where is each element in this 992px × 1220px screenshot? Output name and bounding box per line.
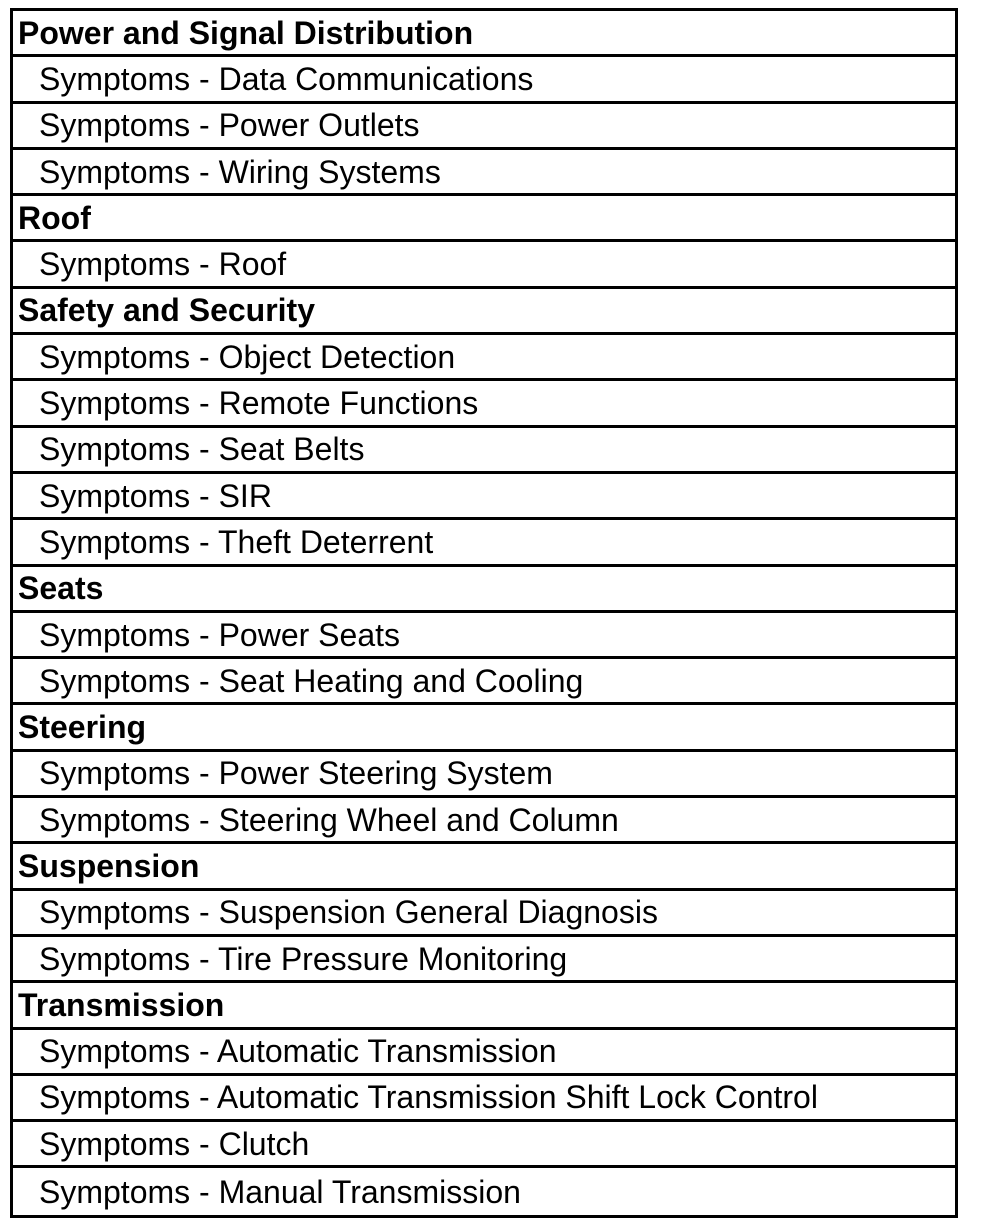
section-heading-safety-and-security: Safety and Security — [13, 289, 955, 335]
link-symptoms-seat-heating-and-cooling[interactable]: Symptoms - Seat Heating and Cooling — [13, 659, 955, 705]
link-symptoms-clutch[interactable]: Symptoms - Clutch — [13, 1122, 955, 1168]
link-symptoms-remote-functions[interactable]: Symptoms - Remote Functions — [13, 381, 955, 427]
link-symptoms-manual-transmission[interactable]: Symptoms - Manual Transmission — [39, 1173, 521, 1210]
link-symptoms-automatic-transmission[interactable]: Symptoms - Automatic Transmission — [13, 1030, 955, 1076]
symptoms-index-table — [10, 8, 958, 1218]
link-symptoms-wiring-systems[interactable]: Symptoms - Wiring Systems — [13, 150, 955, 196]
link-symptoms-theft-deterrent[interactable]: Symptoms - Theft Deterrent — [13, 520, 955, 566]
link-symptoms-roof[interactable]: Symptoms - Roof — [13, 242, 955, 288]
section-heading-roof: Roof — [13, 196, 955, 242]
link-symptoms-suspension-general-diagnosis[interactable]: Symptoms - Suspension General Diagnosis — [13, 891, 955, 937]
link-symptoms-power-outlets[interactable]: Symptoms - Power Outlets — [13, 104, 955, 150]
link-symptoms-steering-wheel-and-column[interactable]: Symptoms - Steering Wheel and Column — [13, 798, 955, 844]
link-symptoms-power-seats[interactable]: Symptoms - Power Seats — [13, 613, 955, 659]
link-symptoms-sir[interactable]: Symptoms - SIR — [13, 474, 955, 520]
link-symptoms-data-communications[interactable]: Symptoms - Data Communications — [13, 57, 955, 103]
link-symptoms-object-detection[interactable]: Symptoms - Object Detection — [13, 335, 955, 381]
section-heading-power-and-signal-distribution: Power and Signal Distribution — [13, 11, 955, 57]
section-heading-transmission: Transmission — [13, 983, 955, 1029]
link-symptoms-tire-pressure-monitoring[interactable]: Symptoms - Tire Pressure Monitoring — [13, 937, 955, 983]
section-heading-suspension: Suspension — [13, 844, 955, 890]
section-heading-seats: Seats — [13, 567, 955, 613]
link-symptoms-power-steering-system[interactable]: Symptoms - Power Steering System — [13, 752, 955, 798]
section-heading-steering: Steering — [13, 705, 955, 751]
link-symptoms-seat-belts[interactable]: Symptoms - Seat Belts — [13, 428, 955, 474]
link-symptoms-automatic-transmission-shift-lock-control[interactable]: Symptoms - Automatic Transmission Shift Lock Control — [13, 1076, 955, 1122]
